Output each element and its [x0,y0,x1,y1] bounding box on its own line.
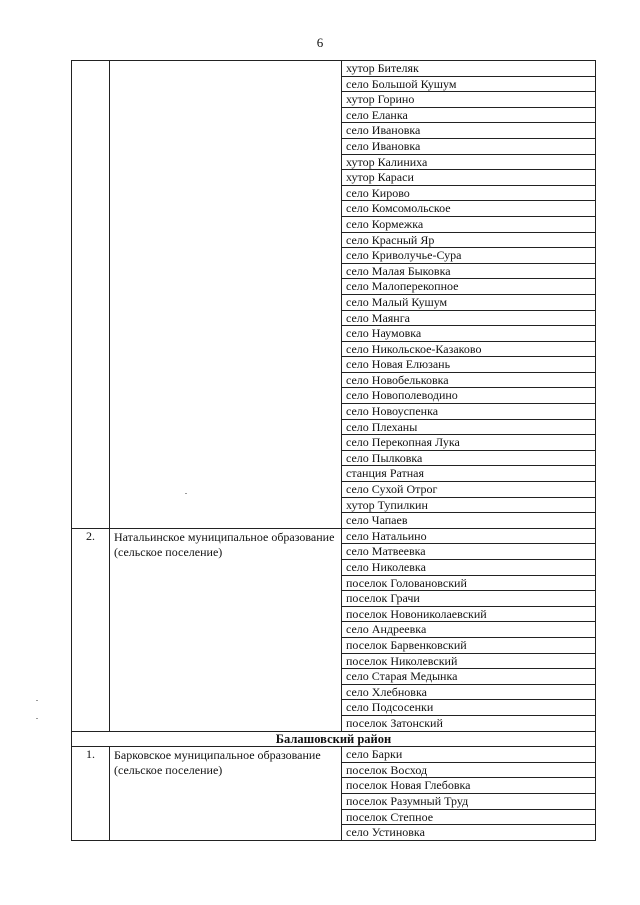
settlement-name: село Большой Кушум [342,76,596,92]
settlement-name: село Новая Елюзань [342,357,596,373]
settlement-name: хутор Калиниха [342,154,596,170]
settlement-name: поселок Барвенковский [342,637,596,653]
district-header-row [72,731,596,747]
settlement-name: хутор Бителяк [342,61,596,77]
settlement-name: поселок Головановский [342,575,596,591]
settlement-name: поселок Разумный Труд [342,793,596,809]
settlements-table [71,60,596,841]
row-number: 1. [72,747,110,841]
settlement-name: село Малоперекопное [342,279,596,295]
settlement-name: село Ивановка [342,123,596,139]
settlement-name: село Николевка [342,560,596,576]
settlement-name: хутор Караси [342,170,596,186]
municipality-name [110,61,342,529]
settlement-name: село Кирово [342,185,596,201]
settlement-name: село Плеханы [342,419,596,435]
settlement-name: станция Ратная [342,466,596,482]
settlement-name: село Барки [342,747,596,763]
settlement-name: село Малая Быковка [342,263,596,279]
table-row [72,528,596,544]
settlement-name: село Красный Яр [342,232,596,248]
settlement-name: хутор Горино [342,92,596,108]
settlement-name: село Наумовка [342,326,596,342]
settlement-name: село Пылковка [342,450,596,466]
settlement-name: село Сухой Отрог [342,482,596,498]
settlement-name: хутор Тупилкин [342,497,596,513]
settlement-name: село Ивановка [342,138,596,154]
settlement-name: село Матвеевка [342,544,596,560]
settlement-name: село Андреевка [342,622,596,638]
settlement-name: село Новобельковка [342,372,596,388]
settlement-name: село Кормежка [342,216,596,232]
settlement-name: село Маянга [342,310,596,326]
row-number: 2. [72,528,110,731]
settlement-name: поселок Степное [342,809,596,825]
settlement-name: село Перекопная Лука [342,435,596,451]
page-number: 6 [316,35,324,50]
settlement-name: село Криволучье-Сура [342,248,596,264]
settlement-name: село Чапаев [342,513,596,529]
settlement-name: поселок Новая Глебовка [342,778,596,794]
settlement-name: село Устиновка [342,825,596,841]
municipality-name: Барковское муниципальное образование (сельское поселение) [110,747,342,841]
settlement-name: поселок Грачи [342,591,596,607]
settlement-name: село Старая Медынка [342,669,596,685]
settlement-name: село Подсосенки [342,700,596,716]
settlement-name: село Хлебновка [342,684,596,700]
table-row [72,61,596,77]
settlement-name: село Комсомольское [342,201,596,217]
settlement-name: село Еланка [342,107,596,123]
settlement-name: село Малый Кушум [342,294,596,310]
settlement-name: поселок Новониколаевский [342,606,596,622]
settlement-name: поселок Восход [342,762,596,778]
settlement-name: село Новополеводино [342,388,596,404]
table-row [72,747,596,763]
row-number [72,61,110,529]
settlement-name: село Никольское-Казаково [342,341,596,357]
settlement-name: поселок Николевский [342,653,596,669]
municipality-name: Натальинское муниципальное образование (сельское поселение) [110,528,342,731]
district-name: Балашовский район [72,731,596,747]
settlement-name: поселок Затонский [342,715,596,731]
settlement-name: село Натальино [342,528,596,544]
settlement-name: село Новоуспенка [342,404,596,420]
